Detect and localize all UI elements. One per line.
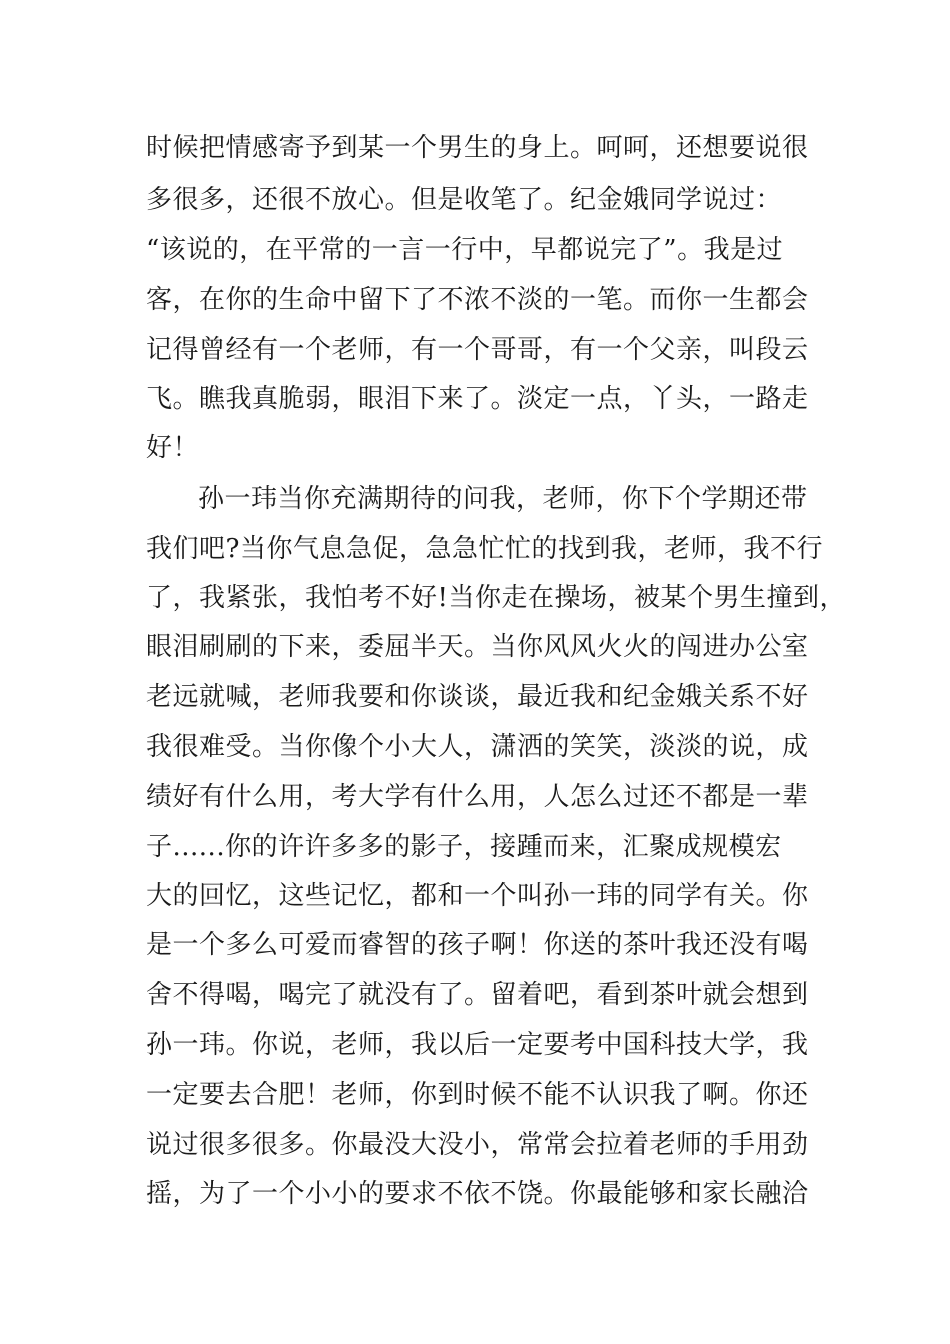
- text-line: 绩好有什么用，考大学有什么用，人怎么过还不都是一辈: [146, 782, 809, 812]
- text-line: 一定要去合肥！老师，你到时候不能不认识我了啊。你还: [146, 1080, 809, 1110]
- text-line: 舍不得喝，喝完了就没有了。留着吧，看到茶叶就会想到: [146, 980, 809, 1010]
- paragraph-first-line: 孙一玮当你充满期待的问我，老师，你下个学期还带: [198, 484, 808, 514]
- text-line: 大的回忆，这些记忆，都和一个叫孙一玮的同学有关。你: [146, 881, 809, 911]
- text-line: 我很难受。当你像个小大人，潇洒的笑笑，淡淡的说，成: [146, 732, 809, 762]
- text-line: 了，我紧张，我怕考不好!当你走在操场，被某个男生撞到，: [146, 583, 846, 613]
- text-line: 记得曾经有一个老师，有一个哥哥，有一个父亲，叫段云: [146, 335, 809, 365]
- text-line: 我们吧?当你气息急促，急急忙忙的找到我，老师，我不行: [146, 534, 823, 564]
- text-line: 飞。瞧我真脆弱，眼泪下来了。淡定一点，丫头，一路走: [146, 384, 809, 414]
- text-line: 是一个多么可爱而睿智的孩子啊！你送的茶叶我还没有喝: [146, 930, 809, 960]
- text-line: 说过很多很多。你最没大没小，常常会拉着老师的手用劲: [146, 1130, 809, 1160]
- text-line: 摇，为了一个小小的要求不依不饶。你最能够和家长融洽: [146, 1179, 809, 1209]
- text-line: 子......你的许许多多的影子，接踵而来，汇聚成规模宏: [146, 832, 782, 862]
- text-line: 好！: [146, 433, 200, 463]
- text-line: 孙一玮。你说，老师，我以后一定要考中国科技大学，我: [146, 1030, 809, 1060]
- text-line: 多很多，还很不放心。但是收笔了。纪金娥同学说过：: [146, 185, 783, 215]
- text-line: 老远就喊，老师我要和你谈谈，最近我和纪金娥关系不好: [146, 682, 809, 712]
- text-line: 眼泪刷刷的下来，委屈半天。当你风风火火的闯进办公室: [146, 632, 809, 662]
- text-line: “该说的，在平常的一言一行中，早都说完了”。我是过: [146, 235, 784, 265]
- text-line: 时候把情感寄予到某一个男生的身上。呵呵，还想要说很: [146, 133, 809, 163]
- text-line: 客，在你的生命中留下了不浓不淡的一笔。而你一生都会: [146, 285, 809, 315]
